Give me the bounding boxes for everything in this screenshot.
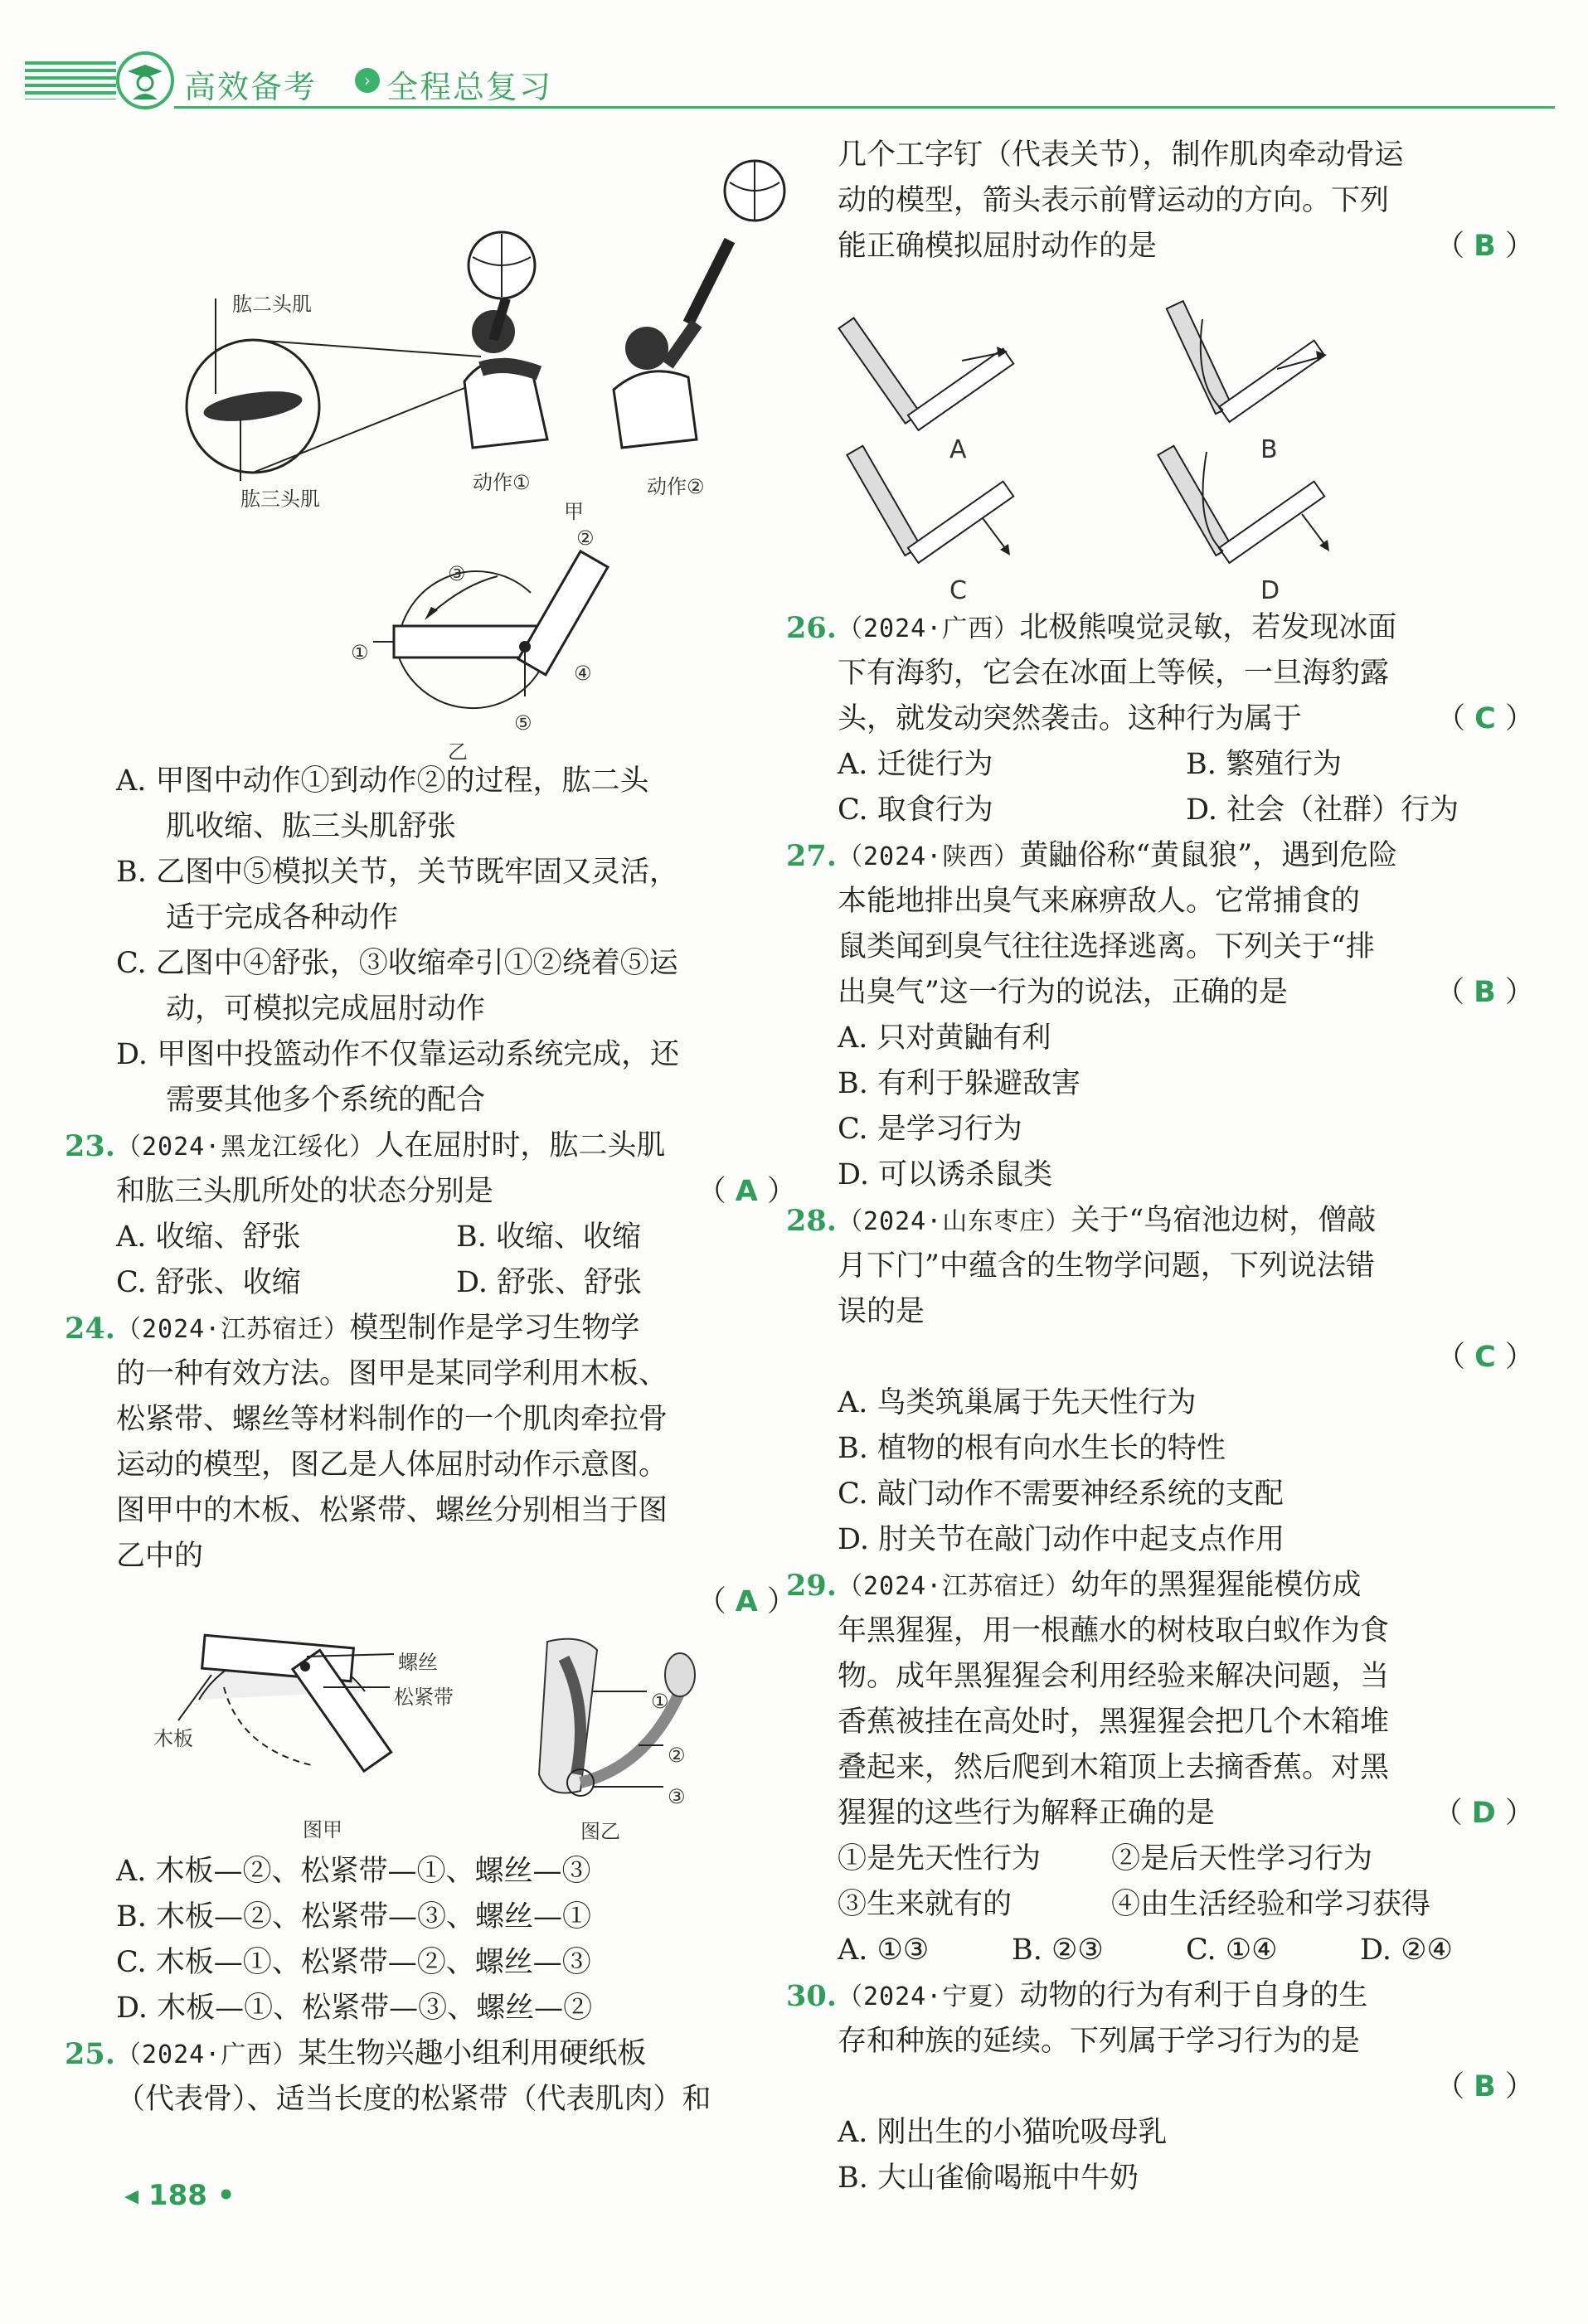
- q29-option-a: A. ①③: [838, 1933, 930, 1967]
- page-number: [124, 2179, 235, 2212]
- q24-answer: A: [735, 1585, 758, 1618]
- page-number-value: 188: [148, 2179, 207, 2212]
- q24-marker-1: ①: [651, 1690, 669, 1713]
- q28-option-c: C. 敲门动作不需要神经系统的支配: [838, 1477, 1284, 1511]
- q23-source: （2024·黑龙江绥化）: [116, 1133, 376, 1162]
- q25-number: 25.: [65, 2037, 115, 2071]
- page-number-left-arrow-icon: ◂: [124, 2179, 148, 2212]
- q25-stem-2: （代表骨）、适当长度的松紧带（代表肌肉）和: [116, 2083, 711, 2116]
- q28-stem-3: 误的是: [838, 1295, 925, 1328]
- q25-source: （2024·广西）: [116, 2040, 299, 2069]
- question-25-start: [65, 2031, 796, 2123]
- q25-answer: B: [1474, 230, 1496, 263]
- q25-answer-box: （ B ）: [1435, 230, 1534, 263]
- q23-option-d: D. 舒张、舒张: [456, 1266, 643, 1299]
- q28-stem-1: 关于“鸟宿池边树，僧敲: [1071, 1204, 1377, 1237]
- q24-caption-yi: 图乙: [580, 1820, 620, 1843]
- q27-answer-box: （ B ）: [1435, 976, 1534, 1009]
- q30-stem-1: 动物的行为有利于自身的生: [1019, 1979, 1368, 2012]
- q26-answer: C: [1474, 702, 1496, 735]
- q28-option-d: D. 肘关节在敲门动作中起支点作用: [838, 1523, 1285, 1556]
- q26-option-d: D. 社会（社群）行为: [1186, 793, 1459, 827]
- q27-stem-2: 本能地排出臭气来麻痹敌人。它常捕食的: [838, 885, 1361, 918]
- q27-stem-1: 黄鼬俗称“黄鼠狼”，遇到危险: [1019, 839, 1398, 872]
- q24-stem-4: 运动的模型，图乙是人体屈肘动作示意图。: [116, 1448, 668, 1482]
- q25-figure: [838, 269, 1534, 605]
- q25-label-b: B: [1260, 435, 1278, 464]
- q23-stem-2: 和肱三头肌所处的状态分别是: [116, 1175, 494, 1208]
- q25-stem-4: 动的模型，箭头表示前臂运动的方向。下列: [838, 184, 1390, 217]
- q25-label-c: C: [949, 576, 967, 605]
- q25-stem-5: 能正确模拟屈肘动作的是: [838, 230, 1158, 263]
- q29-option-b: B. ②③: [1012, 1933, 1104, 1967]
- q29-stem-1: 幼年的黑猩猩能模仿成: [1071, 1569, 1362, 1602]
- q27-option-b: B. 有利于躲避敌害: [838, 1067, 1081, 1100]
- header-rule: [174, 106, 1555, 109]
- q30-number: 30.: [786, 1979, 837, 2013]
- q23-stem-1: 人在屈肘时，肱二头肌: [375, 1129, 666, 1162]
- q28-answer: C: [1474, 1341, 1496, 1374]
- q26-answer-box: （ C ）: [1436, 702, 1534, 735]
- q25-label-a: A: [949, 435, 967, 464]
- q28-option-b: B. 植物的根有向水生长的特性: [838, 1432, 1226, 1465]
- question-25-cont: [838, 133, 1534, 605]
- q30-stem-2: 存和种族的延续。下列属于学习行为的是: [838, 2025, 1361, 2058]
- question-26: [786, 605, 1534, 833]
- q26-option-c: C. 取食行为: [838, 793, 993, 827]
- q28-option-a: A. 鸟类筑巢属于先天性行为: [838, 1386, 1197, 1419]
- q27-answer: B: [1474, 976, 1496, 1009]
- q27-number: 27.: [786, 839, 837, 873]
- figure-jia: [116, 133, 796, 523]
- q24-source: （2024·江苏宿迁）: [116, 1315, 350, 1344]
- marker-3: ③: [448, 562, 466, 585]
- figure-jia-caption: 甲: [564, 500, 584, 523]
- q29-source: （2024·江苏宿迁）: [838, 1572, 1071, 1601]
- marker-2: ②: [576, 526, 595, 550]
- q29-statement-4: ④由生活经验和学习获得: [1111, 1888, 1431, 1921]
- q22-option-d-cont: 需要其他多个系统的配合: [166, 1084, 486, 1117]
- q29-option-c: C. ①④: [1186, 1933, 1278, 1967]
- question-29: [786, 1563, 1534, 1973]
- question-23: [65, 1123, 796, 1306]
- q22-option-b-cont: 适于完成各种动作: [166, 901, 399, 934]
- q28-stem-2: 月下门”中蕴含的生物学问题，下列说法错: [838, 1249, 1375, 1283]
- q30-source: （2024·宁夏）: [838, 1982, 1020, 2011]
- q24-stem-6: 乙中的: [116, 1540, 204, 1573]
- elbow-model-diagram: [116, 506, 796, 759]
- marker-4: ④: [574, 662, 592, 685]
- q30-answer-box: （ B ）: [1435, 2070, 1534, 2103]
- q24-label-band: 松紧带: [394, 1686, 454, 1709]
- q23-option-c: C. 舒张、收缩: [116, 1266, 301, 1299]
- q29-stem-4: 香蕉被挂在高处时，黑猩猩会把几个木箱堆: [838, 1705, 1390, 1739]
- q30-answer: B: [1474, 2070, 1496, 2103]
- q24-stem-5: 图甲中的木板、松紧带、螺丝分别相当于图: [116, 1494, 668, 1527]
- q27-stem-3: 鼠类闻到臭气往往选择逃离。下列关于“排: [838, 930, 1375, 963]
- figure-yi-caption: 乙: [448, 740, 468, 764]
- q22-option-d: D. 甲图中投篮动作不仅靠运动系统完成，还: [116, 1038, 680, 1071]
- q26-option-a: A. 迁徙行为: [838, 748, 993, 781]
- q27-source: （2024·陕西）: [838, 842, 1020, 871]
- right-column: [786, 133, 1534, 2201]
- label-action2: 动作②: [647, 475, 705, 498]
- student-logo-icon: [116, 51, 174, 109]
- q26-stem-1: 北极熊嗅觉灵敏，若发现冰面: [1019, 611, 1397, 644]
- q23-answer-box: （ A ）: [697, 1175, 796, 1208]
- figure-yi: [116, 506, 796, 764]
- header-title-part2: 全程总复习: [386, 69, 553, 105]
- label-biceps: 肱二头肌: [232, 293, 312, 316]
- header-title-part1: 高效备考: [184, 69, 318, 105]
- q24-caption-jia: 图甲: [303, 1818, 342, 1841]
- q22-option-b: B. 乙图中⑤模拟关节，关节既牢固又灵活，: [116, 856, 678, 889]
- chevron-right-icon: ›: [355, 68, 380, 93]
- label-triceps: 肱三头肌: [240, 488, 320, 511]
- q24-figure: [116, 1625, 796, 1849]
- question-30: [786, 1973, 1534, 2201]
- q24-option-c: C. 木板—①、松紧带—②、螺丝—③: [116, 1946, 591, 1979]
- q23-option-a: A. 收缩、舒张: [116, 1220, 301, 1254]
- marker-1: ①: [351, 641, 369, 664]
- q26-source: （2024·广西）: [838, 614, 1020, 643]
- q29-stem-2: 年黑猩猩，用一根蘸水的树枝取白蚁作为食: [838, 1614, 1390, 1647]
- q28-answer-box: （ C ）: [1436, 1341, 1534, 1374]
- q29-stem-6: 猩猩的这些行为解释正确的是: [838, 1797, 1216, 1830]
- q28-number: 28.: [786, 1204, 837, 1238]
- q23-option-b: B. 收缩、收缩: [456, 1220, 641, 1254]
- q29-stem-5: 叠起来，然后爬到木箱顶上去摘香蕉。对黑: [838, 1751, 1390, 1784]
- q22-option-a: A. 甲图中动作①到动作②的过程，肱二头: [116, 764, 649, 798]
- q29-statement-1: ①是先天性行为: [838, 1842, 1042, 1875]
- q24-option-a: A. 木板—②、松紧带—①、螺丝—③: [116, 1855, 591, 1888]
- q24-label-screw: 螺丝: [398, 1651, 438, 1674]
- q24-models-diagram: [116, 1625, 796, 1849]
- question-27: [786, 833, 1534, 1198]
- q24-stem-2: 的一种有效方法。图甲是某同学利用木板、: [116, 1357, 668, 1390]
- q24-marker-2: ②: [668, 1744, 686, 1767]
- q26-stem-2: 下有海豹，它会在冰面上等候，一旦海豹露: [838, 657, 1390, 690]
- q26-option-b: B. 繁殖行为: [1186, 748, 1342, 781]
- q27-option-d: D. 可以诱杀鼠类: [838, 1158, 1053, 1191]
- q29-statement-3: ③生来就有的: [838, 1888, 1013, 1921]
- q27-option-c: C. 是学习行为: [838, 1113, 1022, 1146]
- page-header: [25, 51, 1555, 109]
- q24-number: 24.: [65, 1312, 115, 1346]
- q28-source: （2024·山东枣庄）: [838, 1207, 1071, 1236]
- q29-option-d: D. ②④: [1360, 1933, 1453, 1967]
- q29-answer-box: （ D ）: [1433, 1797, 1534, 1830]
- basketball-arm-illustration: [116, 133, 796, 506]
- q25-stem-1: 某生物兴趣小组利用硬纸板: [298, 2037, 647, 2070]
- left-column: [65, 133, 796, 2123]
- q27-option-a: A. 只对黄鼬有利: [838, 1021, 1051, 1055]
- q30-option-a: A. 刚出生的小猫吮吸母乳: [838, 2116, 1168, 2149]
- q24-option-b: B. 木板—②、松紧带—③、螺丝—①: [116, 1900, 591, 1933]
- label-action1: 动作①: [473, 471, 531, 494]
- q23-answer: A: [735, 1175, 758, 1208]
- question-24: [65, 1306, 796, 2031]
- q22-option-c: C. 乙图中④舒张，③收缩牵引①②绕着⑤运: [116, 947, 678, 980]
- question-28: [786, 1198, 1534, 1563]
- q22-option-c-cont: 动，可模拟完成屈肘动作: [166, 992, 486, 1026]
- q24-option-d: D. 木板—①、松紧带—③、螺丝—②: [116, 1992, 593, 2025]
- q30-option-b: B. 大山雀偷喝瓶中牛奶: [838, 2161, 1139, 2195]
- q29-stem-3: 物。成年黑猩猩会利用经验来解决问题，当: [838, 1660, 1390, 1693]
- q29-answer: D: [1471, 1797, 1496, 1830]
- q25-stem-3: 几个工字钉（代表关节），制作肌肉牵动骨运: [838, 138, 1404, 172]
- q24-stem-3: 松紧带、螺丝等材料制作的一个肌肉牵拉骨: [116, 1403, 668, 1436]
- q26-stem-3: 头，就发动突然袭击。这种行为属于: [838, 702, 1303, 735]
- q26-number: 26.: [786, 611, 837, 645]
- q24-marker-3: ③: [668, 1785, 686, 1808]
- q29-statement-2: ②是后天性学习行为: [1111, 1842, 1373, 1875]
- q27-stem-4: 出臭气”这一行为的说法，正确的是: [838, 976, 1288, 1009]
- q22-options: [116, 759, 796, 1123]
- marker-5: ⑤: [514, 711, 532, 735]
- q25-label-d: D: [1260, 576, 1280, 605]
- q24-stem-1: 模型制作是学习生物学: [349, 1312, 640, 1345]
- q23-number: 23.: [65, 1129, 115, 1163]
- q24-answer-box: （ A ）: [697, 1585, 796, 1618]
- q24-label-board: 木板: [153, 1727, 193, 1750]
- q29-number: 29.: [786, 1569, 837, 1603]
- page-number-dot: •: [206, 2179, 236, 2212]
- q22-option-a-cont: 肌收缩、肱三头肌舒张: [166, 810, 457, 843]
- header-stripes: [25, 61, 116, 99]
- q25-options-diagram: [838, 269, 1534, 605]
